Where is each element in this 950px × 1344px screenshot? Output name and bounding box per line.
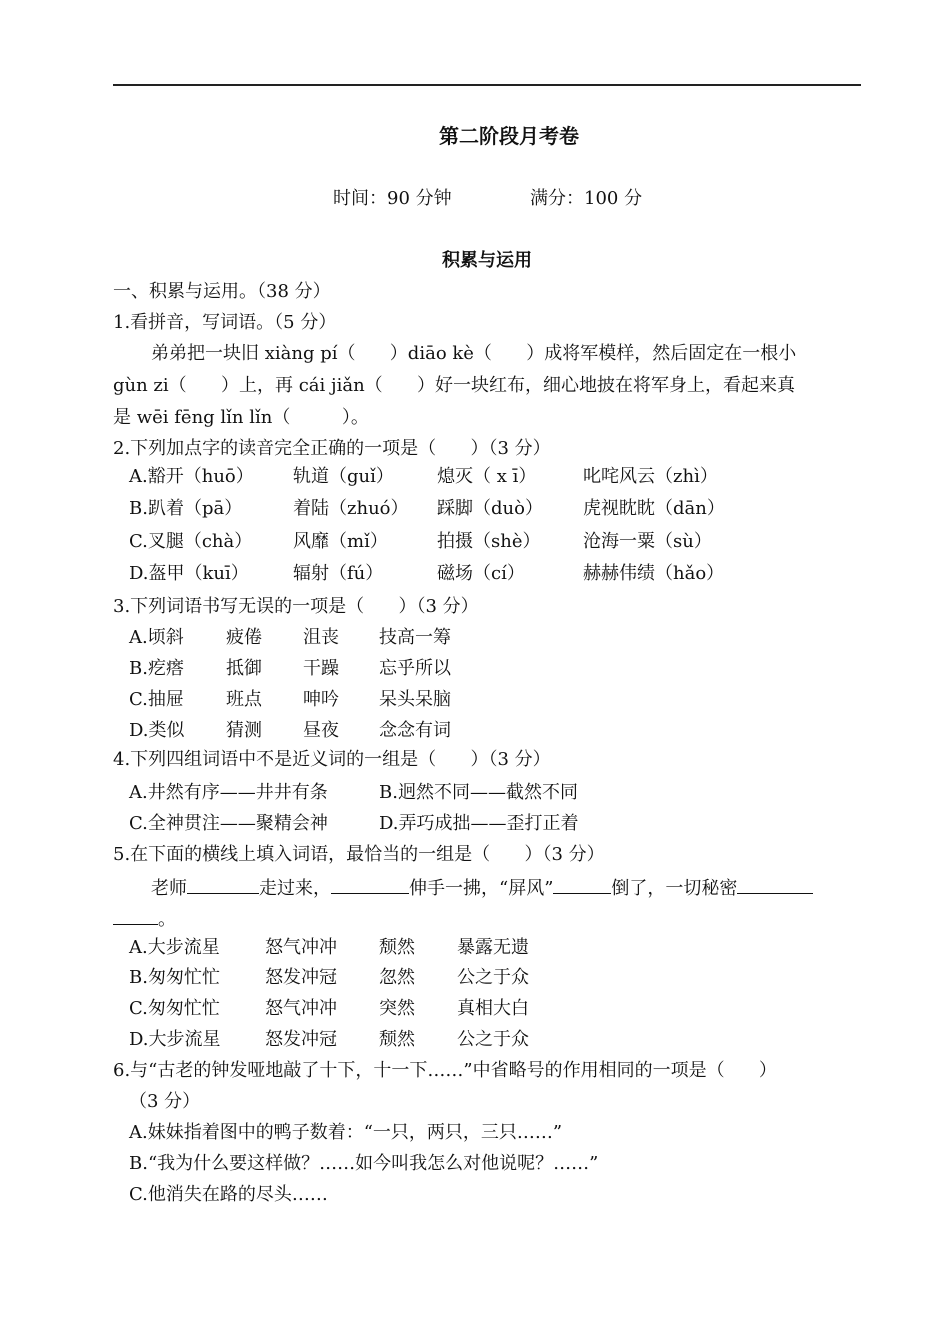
header-rule [113, 84, 861, 86]
fill-blank [737, 875, 813, 894]
time-label: 时间：90 分钟 [333, 188, 452, 209]
q1-stem: 1.看拼音，写词语。（5 分） [113, 312, 337, 333]
section-title: 积累与运用 [442, 250, 532, 271]
q2-option-cell: 虎视眈眈（dān） [583, 498, 725, 519]
q5-option-cell: 突然 [379, 998, 415, 1019]
q3-option-cell: 干躁 [303, 658, 339, 679]
q1-line3: 是 wēi fēng lǐn lǐn（ ）。 [113, 407, 369, 428]
q5-option-cell: 公之于众 [457, 1029, 529, 1050]
q4-option: D.弄巧成拙——歪打正着 [379, 813, 579, 834]
q2-option-cell: 熄灭（ x ī） [437, 466, 537, 487]
q2-option-cell: 拍摄（shè） [437, 531, 541, 552]
q5-option-cell: 颓然 [379, 1029, 415, 1050]
q2-option-cell: 磁场（cí） [437, 563, 525, 584]
q4-option: C.全神贯注——聚精会神 [129, 813, 328, 834]
fill-blank [187, 875, 259, 894]
q5-option-cell: D.大步流星 [129, 1029, 221, 1050]
q3-option-cell: C.抽屉 [129, 689, 184, 710]
q5-option-cell: A.大步流星 [129, 937, 220, 958]
q3-option-cell: 班点 [226, 689, 262, 710]
q5-option-cell: 怒发冲冠 [265, 1029, 337, 1050]
q3-option-cell: A.顷斜 [129, 627, 184, 648]
q5-option-cell: 怒发冲冠 [265, 967, 337, 988]
q5-option-cell: 怒气冲冲 [265, 937, 337, 958]
q5-sentence [151, 875, 813, 901]
q2-option-cell: 轨道（guǐ） [293, 466, 394, 487]
q3-option-cell: 抵御 [226, 658, 262, 679]
q2-option-cell: 沧海一粟（sù） [583, 531, 712, 552]
q3-option-cell: 呆头呆脑 [379, 689, 451, 710]
q5-sentence-part: 。 [158, 909, 176, 930]
q3-option-cell: 技高一筹 [379, 627, 451, 648]
q3-option-cell: 忘乎所以 [379, 658, 451, 679]
q2-option-cell: 赫赫伟绩（hǎo） [583, 563, 725, 584]
q3-stem: 3.下列词语书写无误的一项是（ ）（3 分） [113, 596, 479, 617]
q6-option: C.他消失在路的尽头…… [129, 1184, 328, 1205]
q5-sentence-cont [113, 906, 176, 932]
fill-blank [113, 906, 158, 925]
fill-blank [553, 875, 611, 894]
q6-option: B.“我为什么要这样做？……如今叫我怎么对他说呢？……” [129, 1153, 599, 1174]
q6-option: A.妹妹指着图中的鸭子数着：“一只，两只，三只……” [129, 1122, 563, 1143]
q3-option-cell: 猜测 [226, 720, 262, 741]
q5-sentence-part: 倒了，一切秘密 [611, 878, 738, 899]
q5-option-cell: 公之于众 [457, 967, 529, 988]
q6-stem: 6.与“古老的钟发哑地敲了十下，十一下……”中省略号的作用相同的一项是（ ） [113, 1060, 777, 1081]
q3-option-cell: 沮丧 [303, 627, 339, 648]
q5-sentence-part: 伸手一拂，“屏风” [409, 878, 554, 899]
q5-option-cell: C.匆匆忙忙 [129, 998, 220, 1019]
q1-line2: gùn zi（ ）上，再 cái jiǎn（ ）好一块红布，细心地披在将军身上，看起来真 [113, 375, 796, 396]
q2-option-cell: C.叉腿（chà） [129, 531, 253, 552]
q3-option-cell: 念念有词 [379, 720, 451, 741]
part-heading: 一、积累与运用。（38 分） [113, 281, 331, 302]
score-label: 满分：100 分 [530, 188, 643, 209]
q4-option: B.迥然不同——截然不同 [379, 782, 578, 803]
q2-option-cell: 踩脚（duò） [437, 498, 543, 519]
q3-option-cell: 呻吟 [303, 689, 339, 710]
q2-option-cell: A.豁开（huō） [129, 466, 254, 487]
page-title: 第二阶段月考卷 [439, 124, 579, 148]
q3-option-cell: B.疙瘩 [129, 658, 184, 679]
q6-score: （3 分） [129, 1091, 201, 1112]
q2-option-cell: 着陆（zhuó） [293, 498, 409, 519]
q5-option-cell: 真相大白 [457, 998, 529, 1019]
q5-option-cell: 颓然 [379, 937, 415, 958]
q5-sentence-part: 老师 [151, 878, 187, 899]
q5-option-cell: 怒气冲冲 [265, 998, 337, 1019]
q2-stem: 2.下列加点字的读音完全正确的一项是（ ）（3 分） [113, 438, 551, 459]
q2-option-cell: B.趴着（pā） [129, 498, 243, 519]
q4-option: A.井然有序——井井有条 [129, 782, 328, 803]
q5-option-cell: B.匆匆忙忙 [129, 967, 220, 988]
q3-option-cell: 昼夜 [303, 720, 339, 741]
q3-option-cell: 疲倦 [226, 627, 262, 648]
q2-option-cell: 叱咤风云（zhì） [583, 466, 718, 487]
q2-option-cell: 辐射（fú） [293, 563, 384, 584]
q5-option-cell: 忽然 [379, 967, 415, 988]
q2-option-cell: D.盔甲（kuī） [129, 563, 249, 584]
q4-stem: 4.下列四组词语中不是近义词的一组是（ ）（3 分） [113, 749, 551, 770]
q5-sentence-part: 走过来， [259, 878, 331, 899]
q2-option-cell: 风靡（mǐ） [293, 531, 388, 552]
fill-blank [331, 875, 409, 894]
q3-option-cell: D.类似 [129, 720, 185, 741]
q5-stem: 5.在下面的横线上填入词语，最恰当的一组是（ ）（3 分） [113, 844, 605, 865]
q5-option-cell: 暴露无遗 [457, 937, 529, 958]
q1-line1: 弟弟把一块旧 xiàng pí（ ）diāo kè（ ）成将军模样，然后固定在一根小 [151, 343, 797, 364]
